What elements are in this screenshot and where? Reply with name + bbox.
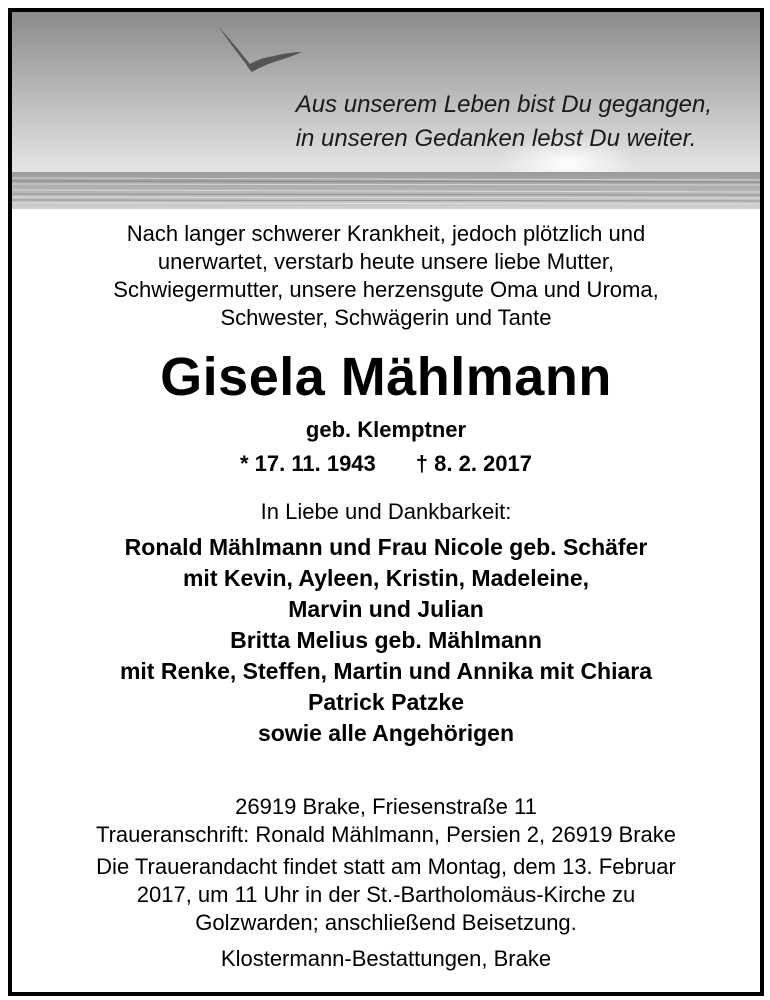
family-line: Patrick Patzke [308, 689, 464, 715]
family-line: sowie alle Angehörigen [257, 720, 515, 746]
thanks-line: In Liebe und Dankbarkeit: [260, 499, 512, 524]
mourning-address: Traueranschrift: Ronald Mählmann, Persien 2, 26919 Brake [95, 822, 677, 847]
birth-name: geb. Klemptner [305, 417, 467, 442]
deceased-name: Gisela Mählmann [160, 347, 612, 407]
undertaker: Klostermann-Bestattungen, Brake [220, 946, 552, 971]
family-line: Marvin und Julian [288, 596, 484, 622]
family-line: mit Renke, Steffen, Martin und Annika mit Chiara [119, 658, 653, 684]
service-line: Die Trauerandacht findet statt am Montag, dem 13. Februar [96, 854, 676, 879]
intro-line: Nach langer schwerer Krankheit, jedoch plötzlich und [126, 221, 646, 246]
motto-line: in unseren Gedanken lebst Du weiter. [295, 125, 697, 152]
address-block [12, 793, 760, 849]
intro-line: Schwester, Schwägerin und Tante [220, 305, 552, 330]
obituary-notice [8, 8, 764, 996]
family-list [12, 532, 760, 749]
intro-line: Schwiegermutter, unsere herzensgute Oma und Uroma, [113, 277, 659, 302]
seascape-photo [12, 12, 760, 209]
intro-line: unerwartet, verstarb heute unsere liebe Mutter, [157, 249, 615, 274]
birth-date: * 17. 11. 1943 [239, 451, 376, 476]
motto [296, 88, 712, 156]
service-info [12, 853, 760, 937]
home-address: 26919 Brake, Friesenstraße 11 [235, 794, 537, 819]
death-date: † 8. 2. 2017 [415, 451, 532, 476]
life-dates [12, 450, 760, 478]
family-line: Britta Melius geb. Mählmann [230, 627, 542, 653]
family-line: Ronald Mählmann und Frau Nicole geb. Schäfer [124, 534, 648, 560]
service-line: 2017, um 11 Uhr in der St.-Bartholomäus-Kirche zu [136, 882, 636, 907]
intro-text [12, 220, 760, 332]
family-line: mit Kevin, Ayleen, Kristin, Madeleine, [182, 565, 589, 591]
notice-body [12, 220, 760, 973]
service-line: Golzwarden; anschließend Beisetzung. [195, 910, 577, 935]
motto-line: Aus unserem Leben bist Du gegangen, [295, 91, 712, 118]
